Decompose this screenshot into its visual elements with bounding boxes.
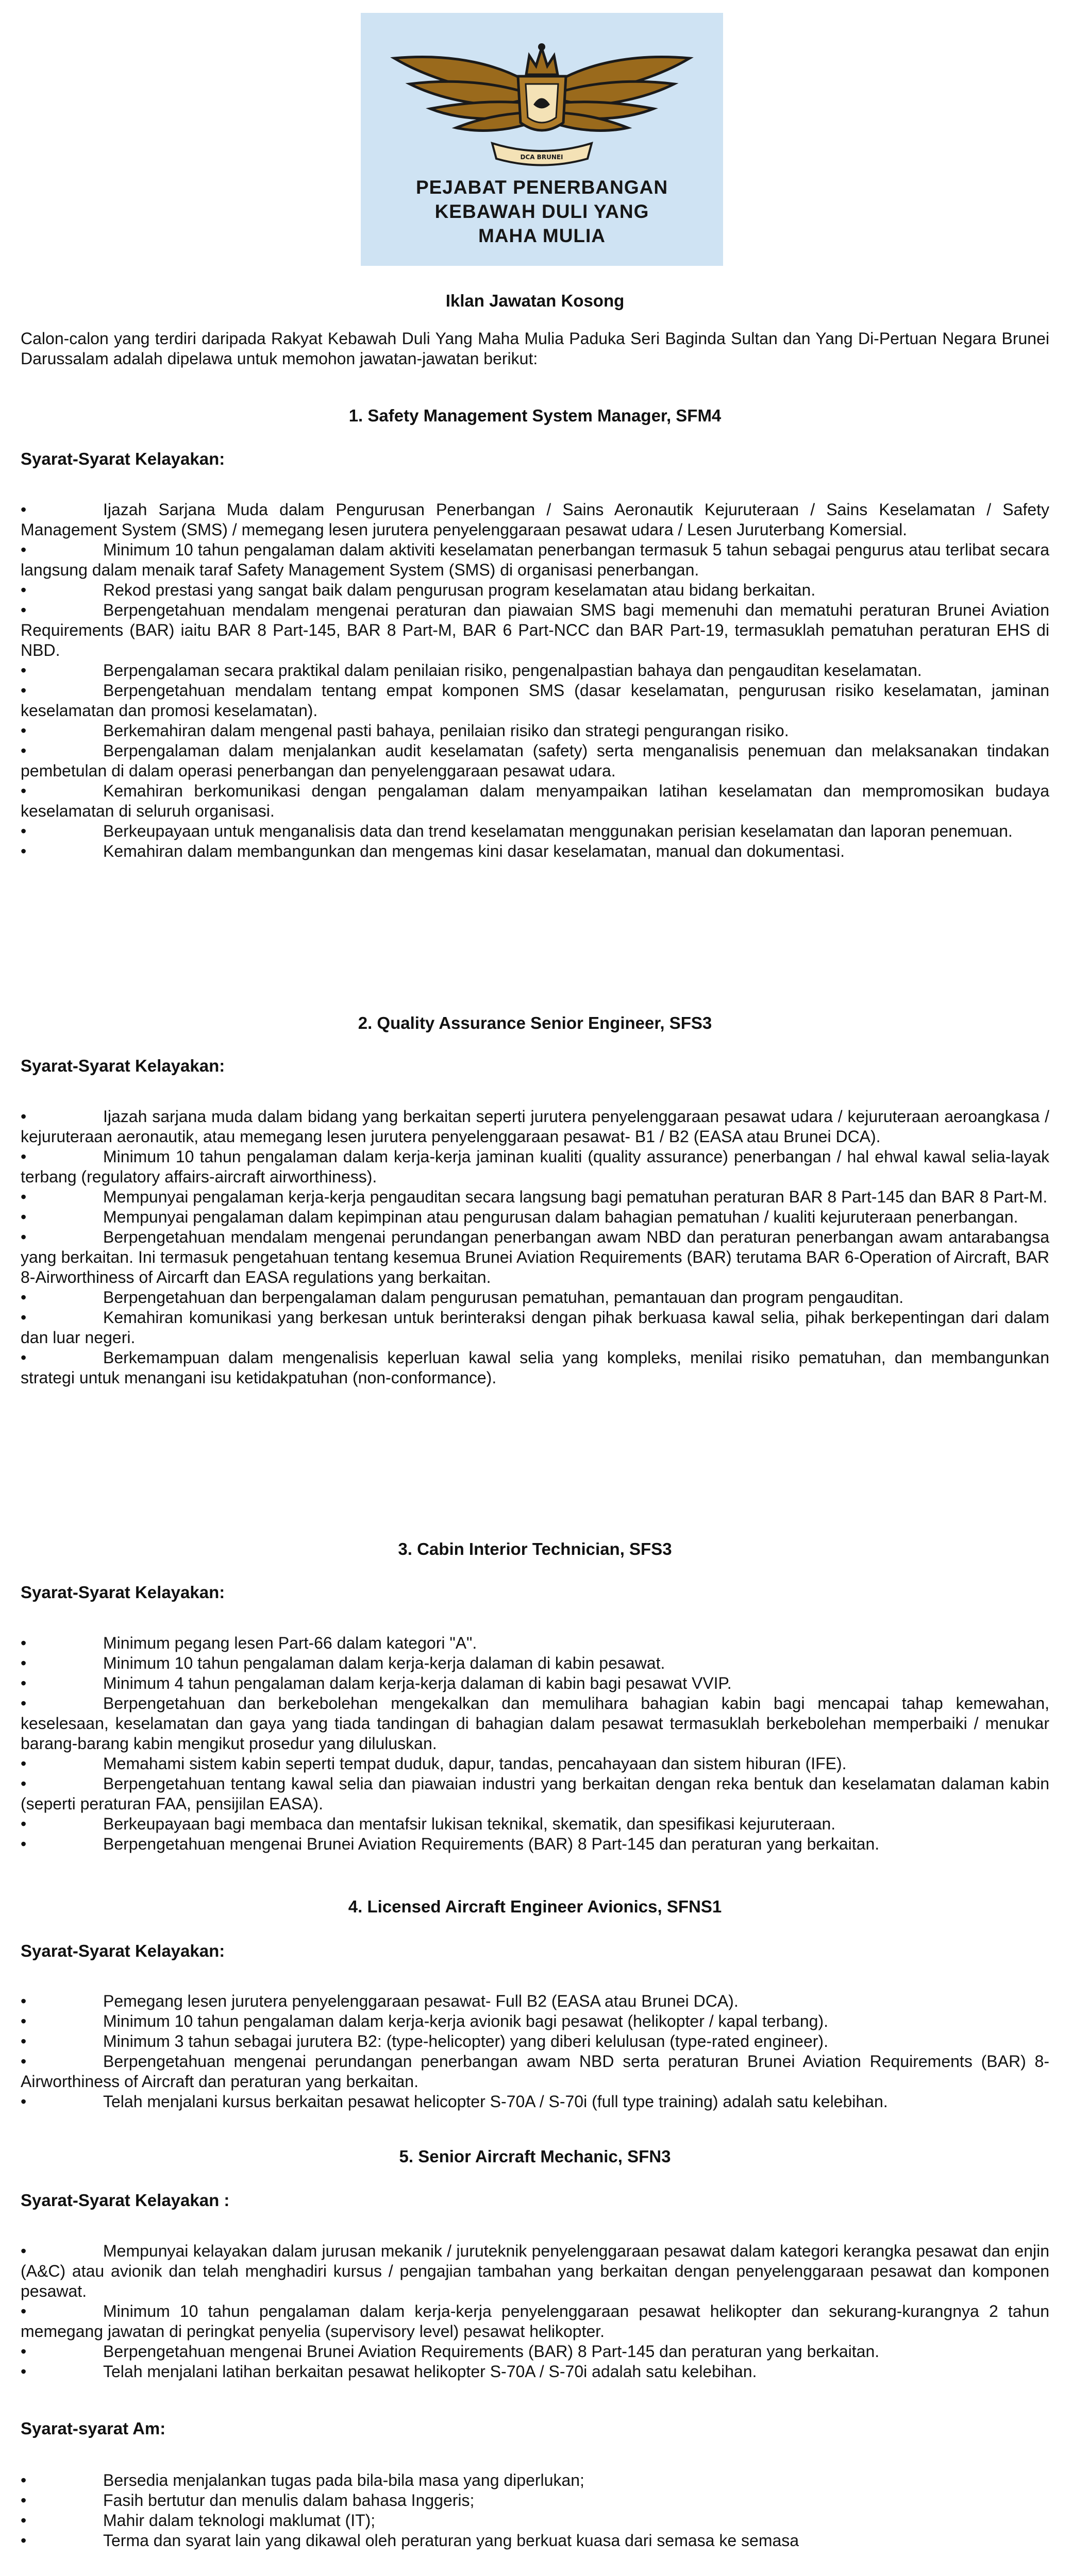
intro-paragraph: Calon-calon yang terdiri daripada Rakyat Kebawah Duli Yang Maha Mulia Paduka Seri Baginda Sultan dan Yang Di-Pertuan Negara Brunei Darussalam adalah dipelawa untuk memohon jawatan-jawatan berikut: xyxy=(21,329,1049,368)
list-item: • Telah menjalani kursus berkaitan pesawat helicopter S-70A / S-70i (full type training) adalah satu kelebihan. xyxy=(21,2092,1049,2112)
list-item: • Berpengetahuan tentang kawal selia dan piawaian industri yang berkaitan dengan reka bentuk dan keselamatan dalaman kabin (seperti peraturan FAA, pensijilan EASA). xyxy=(21,1774,1049,1814)
list-item: • Berpengetahuan mendalam mengenai peraturan dan piawaian SMS bagi memenuhi dan mematuhi peraturan Brunei Aviation Requirements (BAR) iaitu BAR 8 Part-145, BAR 8 Part-M, BAR 6 Part-NCC dan BAR Part-19, termasuklah pematuhan peraturan EHS di NBD. xyxy=(21,600,1049,660)
list-item: • Pemegang lesen jurutera penyelenggaraan pesawat- Full B2 (EASA atau Brunei DCA). xyxy=(21,1991,1049,2011)
list-item: • Minimum 3 tahun sebagai jurutera B2: (type-helicopter) yang diberi kelulusan (type-rated engineer). xyxy=(21,2031,1049,2052)
section-subheading-5: Syarat-Syarat Kelayakan : xyxy=(21,2191,230,2210)
list-item: • Berpengetahuan mengenai perundangan penerbangan awam NBD serta peraturan Brunei Aviation Requirements (BAR) 8-Airworthiness of Aircraft dan peraturan yang berkaitan. xyxy=(21,2052,1049,2092)
list-item: • Mempunyai kelayakan dalam jurusan mekanik / juruteknik penyelenggaraan pesawat dalam kategori kerangka pesawat dan enjin (A&C) atau avionik dan telah menghadiri kursus / pengajian tambahan yang berkaitan dengan penyelenggaraan pesawat dan komponen pesawat. xyxy=(21,2241,1049,2301)
list-item: • Minimum 4 tahun pengalaman dalam kerja-kerja dalaman di kabin bagi pesawat VVIP. xyxy=(21,1673,1049,1693)
list-item: • Berpengetahuan mengenai Brunei Aviation Requirements (BAR) 8 Part-145 dan peraturan yang berkaitan. xyxy=(21,2342,1049,2362)
list-item: • Berkemampuan dalam mengenalisis keperluan kawal selia yang kompleks, menilai risiko pematuhan, dan membangunkan strategi untuk menangani isu ketidakpatuhan (non-conformance). xyxy=(21,1348,1049,1388)
logo-text-line3: MAHA MULIA xyxy=(478,225,606,246)
requirements-list-2 xyxy=(21,1107,1049,1388)
logo-text-line2: KEBAWAH DULI YANG xyxy=(434,201,649,222)
requirements-list-5 xyxy=(21,2241,1049,2382)
list-item: • Minimum 10 tahun pengalaman dalam aktiviti keselamatan penerbangan termasuk 5 tahun sebagai pengurus atau terlibat secara langsung dalam menaik taraf Safety Management System (SMS) di organisasi penerbangan. xyxy=(21,540,1049,580)
list-item: • Berkemahiran dalam mengenal pasti bahaya, penilaian risiko dan strategi pengurangan risiko. xyxy=(21,721,1049,741)
list-item: • Memahami sistem kabin seperti tempat duduk, dapur, tandas, pencahayaan dan sistem hiburan (IFE). xyxy=(21,1754,1049,1774)
section-heading-4: 4. Licensed Aircraft Engineer Avionics, SFNS1 xyxy=(348,1897,722,1916)
logo-banner-text: DCA BRUNEI xyxy=(520,154,563,161)
list-item: • Ijazah sarjana muda dalam bidang yang berkaitan seperti jurutera penyelenggaraan pesawat udara / kejuruteraan aeroangkasa / kejuruteraan aeronautik, atau memegang lesen jurutera penyelenggaraan pesawat- B1 / B2 (EASA atau Brunei DCA). xyxy=(21,1107,1049,1147)
requirements-list-3 xyxy=(21,1633,1049,1854)
list-item: • Berkeupayaan bagi membaca dan mentafsir lukisan teknikal, skematik, dan spesifikasi kejuruteraan. xyxy=(21,1814,1049,1834)
list-item: • Kemahiran komunikasi yang berkesan untuk berinteraksi dengan pihak berkuasa kawal selia, pihak berkepentingan dari dalam dan luar negeri. xyxy=(21,1308,1049,1348)
list-item: • Mempunyai pengalaman kerja-kerja pengauditan secara langsung bagi pematuhan peraturan BAR 8 Part-145 dan BAR 8 Part-M. xyxy=(21,1187,1049,1207)
section-subheading-2: Syarat-Syarat Kelayakan: xyxy=(21,1056,225,1075)
list-item: • Minimum 10 tahun pengalaman dalam kerja-kerja dalaman di kabin pesawat. xyxy=(21,1653,1049,1673)
section-heading-1: 1. Safety Management System Manager, SFM4 xyxy=(348,406,722,425)
list-item: • Berpengetahuan dan berpengalaman dalam pengurusan pematuhan, pemantauan dan program pengauditan. xyxy=(21,1287,1049,1308)
requirements-list-4 xyxy=(21,1991,1049,2112)
section-heading-2: 2. Quality Assurance Senior Engineer, SFS3 xyxy=(358,1013,712,1032)
requirements-list-1 xyxy=(21,500,1049,861)
list-item: • Mahir dalam teknologi maklumat (IT); xyxy=(21,2511,1049,2531)
general-requirements-list xyxy=(21,2470,1049,2551)
list-item: • Berpengalaman secara praktikal dalam penilaian risiko, pengenalpastian bahaya dan pengauditan keselamatan. xyxy=(21,660,1049,681)
list-item: • Fasih bertutur dan menulis dalam bahasa Inggeris; xyxy=(21,2490,1049,2511)
section-subheading-3: Syarat-Syarat Kelayakan: xyxy=(21,1583,225,1602)
list-item: • Berpengetahuan mengenai Brunei Aviation Requirements (BAR) 8 Part-145 dan peraturan yang berkaitan. xyxy=(21,1834,1049,1854)
wings-emblem-icon xyxy=(389,27,695,172)
general-requirements-heading: Syarat-syarat Am: xyxy=(21,2419,166,2438)
list-item: • Berpengalaman dalam menjalankan audit keselamatan (safety) serta menganalisis penemuan dan melaksanakan tindakan pembetulan di dalam operasi penerbangan dan penyelenggaraan pesawat udara. xyxy=(21,741,1049,781)
list-item: • Bersedia menjalankan tugas pada bila-bila masa yang diperlukan; xyxy=(21,2470,1049,2490)
list-item: • Mempunyai pengalaman dalam kepimpinan atau pengurusan dalam bahagian pematuhan / kualiti kejuruteraan penerbangan. xyxy=(21,1207,1049,1227)
list-item: • Kemahiran berkomunikasi dengan pengalaman dalam menyampaikan latihan keselamatan dan mempromosikan budaya keselamatan di seluruh organisasi. xyxy=(21,781,1049,821)
section-subheading-4: Syarat-Syarat Kelayakan: xyxy=(21,1941,225,1960)
list-item: • Terma dan syarat lain yang dikawal oleh peraturan yang berkuat kuasa dari semasa ke semasa xyxy=(21,2531,1049,2551)
list-item: • Minimum 10 tahun pengalaman dalam kerja-kerja avionik bagi pesawat (helikopter / kapal terbang). xyxy=(21,2011,1049,2031)
list-item: • Minimum pegang lesen Part-66 dalam kategori "A". xyxy=(21,1633,1049,1653)
dca-logo xyxy=(361,13,723,266)
list-item: • Berkeupayaan untuk menganalisis data dan trend keselamatan menggunakan perisian keselamatan dan laporan penemuan. xyxy=(21,821,1049,841)
list-item: • Ijazah Sarjana Muda dalam Pengurusan Penerbangan / Sains Aeronautik Kejuruteraan / Sains Keselamatan / Safety Management System (SMS) / memegang lesen jurutera penyelenggaraan pesawat udara / Lesen Juruterbang Komersial. xyxy=(21,500,1049,540)
section-heading-5: 5. Senior Aircraft Mechanic, SFN3 xyxy=(399,2147,671,2166)
list-item: • Telah menjalani latihan berkaitan pesawat helikopter S-70A / S-70i adalah satu kelebihan. xyxy=(21,2362,1049,2382)
list-item: • Berpengetahuan dan berkebolehan mengekalkan dan memulihara bahagian kabin bagi mencapai tahap kemewahan, keselesaan, keselamatan dan gaya yang tiada tandingan di bahagian dalam pesawat termasuklah berkebolehan memperbaiki / menukar barang-barang kabin mengikut prosedur yang diluluskan. xyxy=(21,1693,1049,1754)
page-title: Iklan Jawatan Kosong xyxy=(445,291,625,310)
logo-text-line1: PEJABAT PENERBANGAN xyxy=(415,177,668,198)
list-item: • Rekod prestasi yang sangat baik dalam pengurusan program keselamatan atau bidang berkaitan. xyxy=(21,580,1049,600)
list-item: • Minimum 10 tahun pengalaman dalam kerja-kerja penyelenggaraan pesawat helikopter dan sekurang-kurangnya 2 tahun memegang jawatan di peringkat penyelia (supervisory level) pesawat helikopter. xyxy=(21,2301,1049,2342)
list-item: • Berpengetahuan mendalam tentang empat komponen SMS (dasar keselamatan, pengurusan risiko keselamatan, jaminan keselamatan dan promosi keselamatan). xyxy=(21,681,1049,721)
list-item: • Minimum 10 tahun pengalaman dalam kerja-kerja jaminan kualiti (quality assurance) penerbangan / hal ehwal kawal selia-layak terbang (regulatory affairs-aircraft airworthiness). xyxy=(21,1147,1049,1187)
section-heading-3: 3. Cabin Interior Technician, SFS3 xyxy=(398,1539,672,1558)
section-subheading-1: Syarat-Syarat Kelayakan: xyxy=(21,449,225,468)
list-item: • Berpengetahuan mendalam mengenai perundangan penerbangan awam NBD dan peraturan penerbangan awam antarabangsa yang berkaitan. Ini termasuk pengetahuan tentang kesemua Brunei Aviation Requirements (BAR) terutama BAR 6-Operation of Aircraft, BAR 8-Airworthiness of Aircarft dan EASA regulations yang berkaitan. xyxy=(21,1227,1049,1287)
list-item: • Kemahiran dalam membangunkan dan mengemas kini dasar keselamatan, manual dan dokumentasi. xyxy=(21,841,1049,861)
